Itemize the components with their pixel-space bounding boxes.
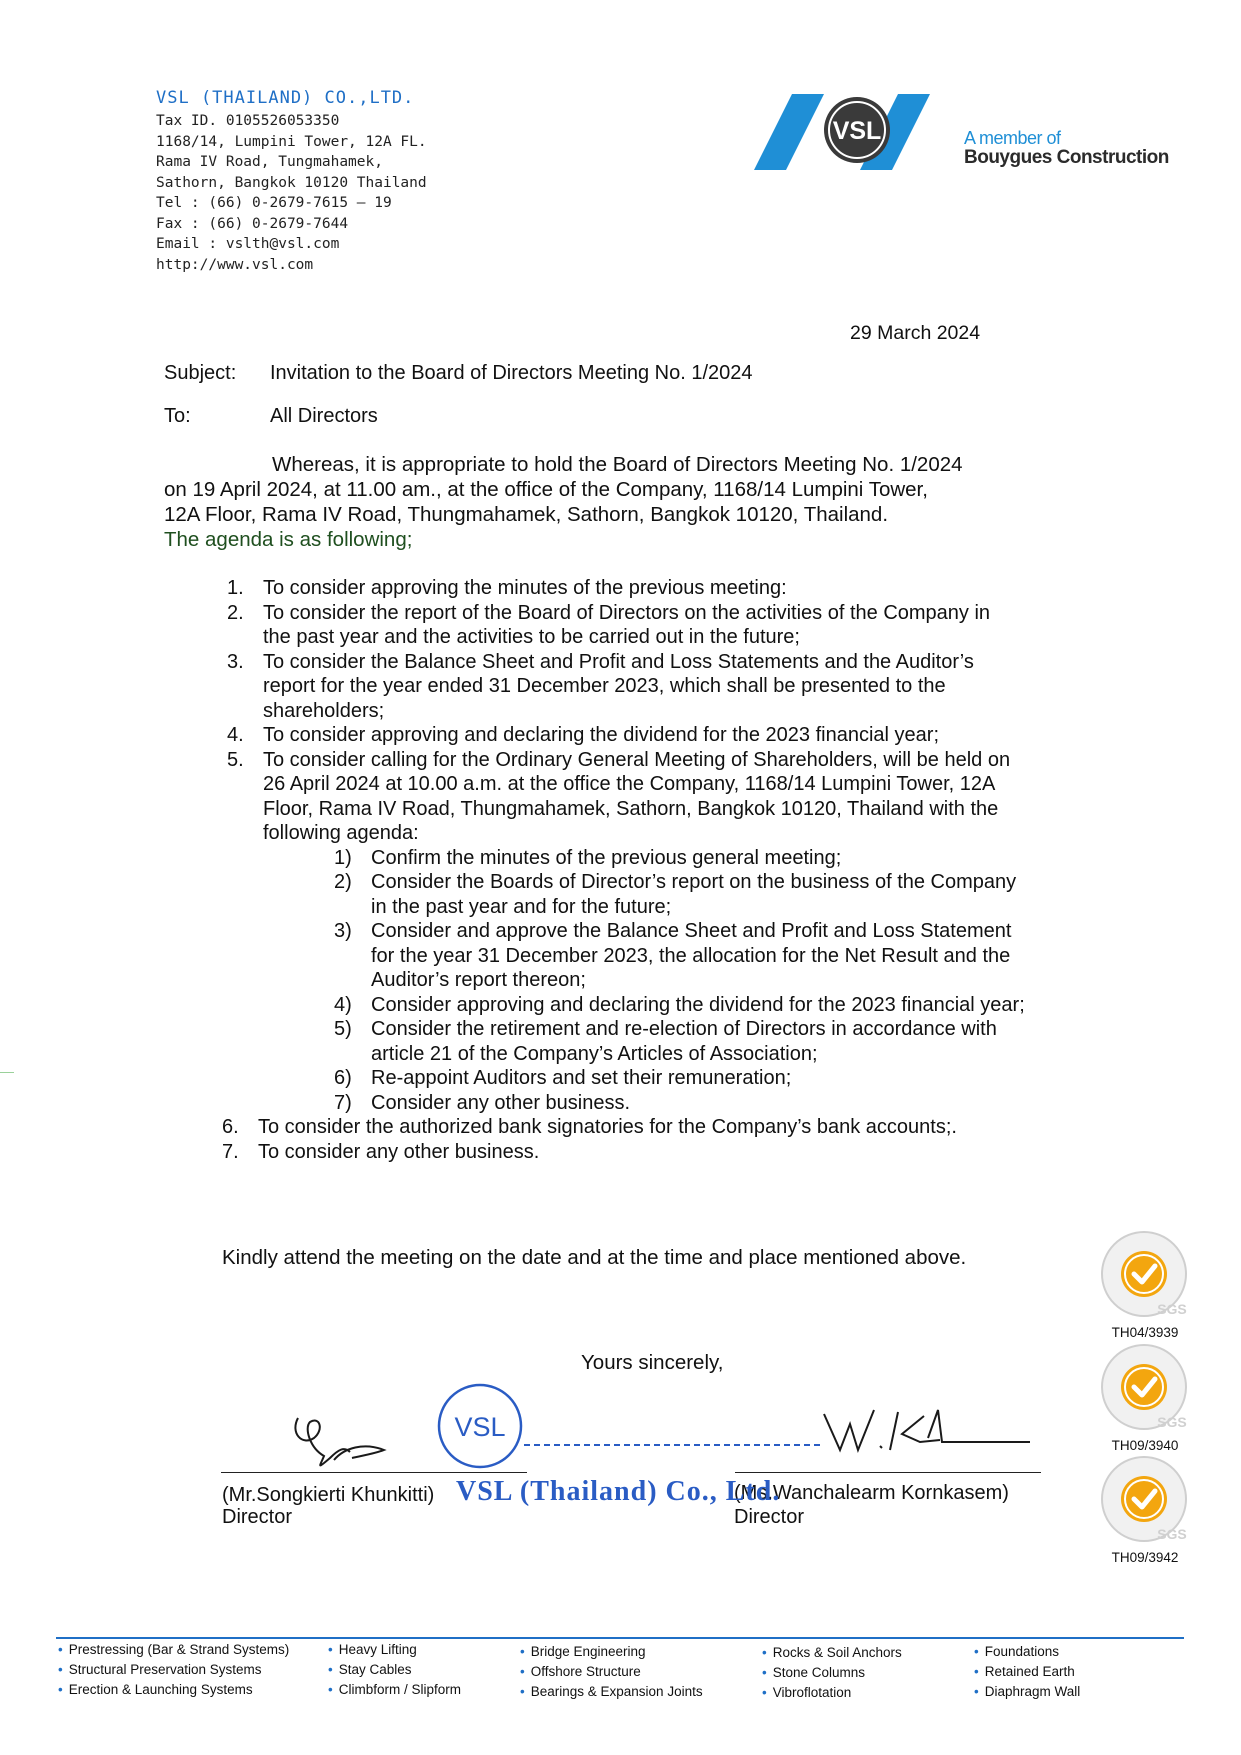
sub-agenda-number: 1) (334, 846, 352, 869)
sub-agenda-number: 6) (334, 1067, 352, 1089)
to-text: All Directors (270, 405, 378, 427)
fax: Fax : (66) 0-2679-7644 (156, 215, 349, 232)
signature-line-left (221, 1472, 527, 1473)
footer-item: • Bridge Engineering (520, 1644, 646, 1659)
agenda-line: To consider approving and declaring the dividend for the 2023 financial year; (263, 724, 939, 746)
certification-code: TH09/3942 (1111, 1550, 1179, 1565)
sub-agenda-line: article 21 of the Company’s Articles of Association; (371, 1042, 818, 1065)
sub-agenda-item (220, 1091, 1100, 1116)
agenda-line: the past year and the activities to be carried out in the future; (263, 626, 800, 648)
telephone: Tel : (66) 0-2679-7615 – 19 (156, 195, 392, 211)
sub-agenda-item (220, 1066, 1100, 1091)
sub-agenda-line: in the past year and for the future; (371, 895, 672, 918)
footer-item: • Offshore Structure (520, 1664, 641, 1679)
agenda-line: Floor, Rama IV Road, Thungmahamek, Sathorn, Bangkok 10120, Thailand with the (263, 797, 999, 820)
agenda-item (220, 748, 1100, 846)
agenda-list (220, 576, 1100, 1164)
sub-agenda-number: 7) (334, 1091, 352, 1114)
sub-agenda-number: 4) (334, 993, 352, 1016)
footer-services-col2 (328, 1640, 461, 1700)
footer-item: • Prestressing (Bar & Strand Systems) (58, 1642, 290, 1657)
sub-agenda-number: 3) (334, 920, 352, 942)
signature-line-right (735, 1472, 1041, 1473)
address-line: Rama IV Road, Tungmahamek, (156, 154, 383, 170)
footer-item: • Structural Preservation Systems (58, 1662, 262, 1677)
agenda-line: To consider the report of the Board of Directors on the activities of the Company in (263, 601, 991, 624)
signatory-title-right: Director (734, 1506, 805, 1528)
footer-item: • Bearings & Expansion Joints (520, 1684, 703, 1699)
margin-mark (0, 1072, 14, 1073)
to-row (164, 405, 1064, 431)
vsl-logo (752, 92, 1172, 172)
agenda-item (220, 576, 1100, 601)
tax-id: Tax ID. 0105526053350 (156, 113, 340, 129)
subject-label: Subject: (164, 362, 237, 384)
letter-date: 29 March 2024 (850, 322, 981, 344)
agenda-number: 1. (227, 577, 244, 599)
footer-item: • Retained Earth (974, 1664, 1075, 1679)
website: http://www.vsl.com (156, 256, 314, 273)
sub-agenda-item (220, 1017, 1100, 1066)
sub-agenda-item (220, 846, 1100, 871)
footer-services-col1 (58, 1640, 289, 1700)
certification-code: TH04/3939 (1111, 1325, 1179, 1340)
sub-agenda-line: Confirm the minutes of the previous general meeting; (371, 846, 842, 869)
footer-services-col4 (762, 1643, 902, 1703)
footer-services-col5 (974, 1642, 1080, 1702)
agenda-number: 3. (227, 650, 244, 673)
footer-item: • Heavy Lifting (328, 1642, 417, 1657)
member-of-label: A member of (964, 128, 1061, 148)
sub-agenda-line: Consider approving and declaring the dividend for the 2023 financial year; (371, 993, 1025, 1016)
sgs-mark: SGS (1157, 1301, 1187, 1317)
sub-agenda-line: Consider and approve the Balance Sheet and Profit and Loss Statement (371, 920, 1012, 942)
agenda-line: following agenda: (263, 822, 419, 844)
signatory-name-left: (Mr.Songkierti Khunkitti) (222, 1484, 435, 1506)
sub-agenda-number: 5) (334, 1018, 352, 1040)
agenda-number: 6. (222, 1116, 239, 1138)
signatory-name-right: (Ms.Wanchalearm Kornkasem) (734, 1482, 1009, 1504)
sgs-mark: SGS (1157, 1526, 1187, 1542)
subject-row (164, 362, 1064, 388)
agenda-item (220, 601, 1100, 650)
agenda-number: 4. (227, 724, 244, 746)
footer-item: • Stay Cables (328, 1662, 412, 1677)
agenda-number: 2. (227, 601, 244, 624)
letterhead-address (156, 111, 427, 275)
stamp-dashed-line (524, 1444, 820, 1446)
email: Email : vslth@vsl.com (156, 236, 340, 252)
closing-sentence: Kindly attend the meeting on the date and at the time and place mentioned above. (222, 1246, 967, 1269)
agenda-number: 7. (222, 1140, 239, 1163)
certification-badge (1098, 1228, 1192, 1340)
paragraph-line: Whereas, it is appropriate to hold the Board of Directors Meeting No. 1/2024 (272, 453, 963, 476)
signature-right (820, 1402, 1040, 1462)
footer-services-col3 (520, 1642, 703, 1702)
footer-item: • Diaphragm Wall (974, 1684, 1081, 1699)
signature-left (280, 1398, 430, 1473)
sub-agenda-number: 2) (334, 871, 352, 893)
sgs-iso-icon (1098, 1453, 1192, 1545)
agenda-line: To consider any other business. (258, 1140, 540, 1163)
footer-item: • Rocks & Soil Anchors (762, 1645, 902, 1660)
agenda-line: 26 April 2024 at 10.00 a.m. at the office the Company, 1168/14 Lumpini Tower, 12A (263, 773, 996, 795)
address-line: Sathorn, Bangkok 10120 Thailand (156, 174, 427, 191)
agenda-item (220, 723, 1100, 748)
sgs-ohsas-icon (1098, 1341, 1192, 1433)
paragraph-line: on 19 April 2024, at 11.00 am., at the office of the Company, 1168/14 Lumpini Tower, (164, 478, 928, 501)
company-seal (436, 1382, 524, 1470)
logo-text: VSL (832, 117, 882, 145)
company-name: VSL (THAILAND) CO.,LTD. (156, 88, 415, 108)
sub-agenda-line: for the year 31 December 2023, the allocation for the Net Result and the (371, 944, 1011, 967)
sub-agenda-line: Consider the retirement and re-election of Directors in accordance with (371, 1018, 997, 1040)
certification-code: TH09/3940 (1111, 1438, 1179, 1453)
agenda-line: report for the year ended 31 December 2023, which shall be presented to the (263, 675, 946, 697)
paragraph-line: The agenda is as following; (164, 528, 413, 551)
agenda-line: shareholders; (263, 699, 385, 722)
address-line: 1168/14, Lumpini Tower, 12A FL. (156, 133, 427, 150)
footer-rule (56, 1637, 1184, 1639)
agenda-line: To consider approving the minutes of the previous meeting: (263, 577, 787, 599)
certification-badge (1098, 1453, 1192, 1565)
subject-text: Invitation to the Board of Directors Meeting No. 1/2024 (270, 362, 753, 384)
footer-item: • Climbform / Slipform (328, 1682, 461, 1697)
paragraph-line: 12A Floor, Rama IV Road, Thungmahamek, Sathorn, Bangkok 10120, Thailand. (164, 503, 889, 526)
agenda-item (220, 650, 1100, 724)
agenda-line: To consider calling for the Ordinary General Meeting of Shareholders, will be held on (263, 748, 1011, 771)
sub-agenda-line: Auditor’s report thereon; (371, 969, 586, 991)
certification-badge (1098, 1341, 1192, 1453)
sub-agenda-line: Consider any other business. (371, 1091, 631, 1114)
footer-item: • Vibroflotation (762, 1685, 852, 1700)
vsl-logo-mark (752, 92, 962, 172)
group-name: Bouygues Construction (964, 147, 1169, 168)
seal-text: VSL (454, 1412, 506, 1442)
agenda-number: 5. (227, 748, 244, 771)
complimentary-close: Yours sincerely, (581, 1351, 724, 1374)
agenda-item (215, 1115, 1100, 1140)
sgs-mark: SGS (1157, 1414, 1187, 1430)
agenda-item (215, 1140, 1100, 1165)
sgs-iso-icon (1098, 1228, 1192, 1320)
agenda-line: To consider the Balance Sheet and Profit and Loss Statements and the Auditor’s (263, 650, 974, 673)
to-label: To: (164, 405, 191, 427)
intro-paragraph (164, 452, 1064, 552)
footer-item: • Stone Columns (762, 1665, 866, 1680)
company-stamp-text: VSL (Thailand) Co., Ltd. (456, 1476, 781, 1507)
sub-agenda-item (220, 870, 1100, 919)
footer-item: • Erection & Launching Systems (58, 1682, 253, 1697)
sub-agenda-line: Re-appoint Auditors and set their remuneration; (371, 1067, 792, 1089)
signatory-title-left: Director (222, 1506, 293, 1528)
sub-agenda-item (220, 919, 1100, 993)
sub-agenda-item (220, 993, 1100, 1018)
agenda-line: To consider the authorized bank signatories for the Company’s bank accounts;. (258, 1116, 957, 1138)
sub-agenda-line: Consider the Boards of Director’s report on the business of the Company (371, 871, 1017, 893)
footer-item: • Foundations (974, 1644, 1060, 1659)
